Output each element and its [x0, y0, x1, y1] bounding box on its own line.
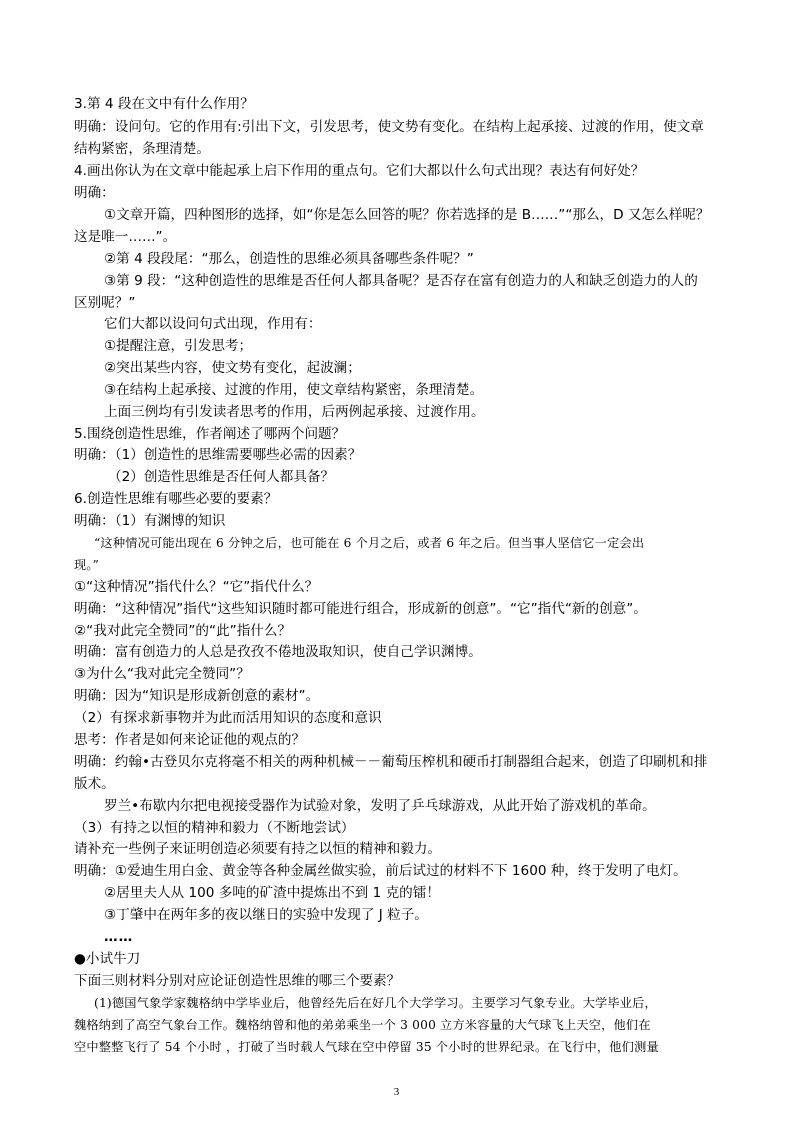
section-heading: （3）有持之以恒的精神和毅力（不断地尝试）	[74, 820, 355, 836]
section-heading: （2）有探求新事物并为此而活用知识的态度和意识	[74, 710, 382, 726]
answer-text: ②居里夫人从 100 多吨的矿渣中提炼出不到 1 克的镭！	[104, 885, 440, 901]
answer-text: ①提醒注意，引发思考；	[104, 338, 253, 354]
ellipsis: ……	[104, 929, 134, 945]
answer-text: 上面三例均有引发读者思考的作用，后两例起承接、过渡作用。	[104, 404, 485, 420]
answer-text: 明确：约翰•古登贝尔克将毫不相关的两种机械－－葡萄压榨机和硬币打制器组合起来，创造了印刷机和排	[74, 754, 708, 770]
prompt-text: 请补充一些例子来证明创造必须要有持之以恒的精神和毅力。	[74, 841, 442, 857]
answer-text: ②第 4 段段尾：“那么，创造性的思维必须具备哪些条件呢？”	[104, 251, 474, 267]
question-5: 5.围绕创造性思维，作者阐述了哪两个问题？	[74, 426, 346, 442]
answer-text: 明确：（1）创造性的思维需要哪些必需的因素？	[74, 447, 362, 463]
answer-text: ②突出某些内容，使文势有变化，起波澜；	[104, 360, 361, 376]
answer-label: 明确：	[74, 185, 115, 201]
answer-text: 明确：“这种情况”指代“这些知识随时都可能进行组合，形成新的创意”。“它”指代“新的创意”。	[74, 601, 647, 617]
material-text: (1)德国气象学家魏格纳中学毕业后，他曾经先后在好几个大学学习。主要学习气象专业。大学毕业后，	[94, 996, 657, 1010]
answer-text: 区别呢？”	[74, 295, 136, 311]
answer-text: ③第 9 段：“这种创造性的思维是否任何人都具备呢？是否存在富有创造力的人和缺乏创造力的人的	[104, 273, 698, 289]
answer-text: 明确：（1）有渊博的知识	[74, 513, 226, 529]
question-3: 3.第 4 段在文中有什么作用？	[74, 96, 254, 112]
answer-text: ①文章开篇，四种图形的选择，如“你是怎么回答的呢？你若选择的是 B……”“那么，D 又怎么样呢？	[104, 207, 710, 223]
question-4: 4.画出你认为在文章中能起承上启下作用的重点句。它们大都以什么句式出现？表达有何好处？	[74, 163, 645, 179]
answer-text: 它们大都以设问句式出现，作用有：	[104, 316, 322, 332]
material-text: 空中整整飞行了 54 个小时 ，打破了当时载人气球在空中停留 35 个小时的世界纪录。在飞行中，他们测量	[74, 1040, 659, 1054]
practice-heading: ●小试牛刀	[74, 951, 141, 967]
answer-text: 明确：设问句。它的作用有:引出下文，引发思考，使文势有变化。在结构上起承接、过渡的作用，使文章	[74, 119, 704, 135]
answer-text: 明确：富有创造力的人总是孜孜不倦地汲取知识，使自己学识渊博。	[74, 644, 482, 660]
answer-text: ③在结构上起承接、过渡的作用，使文章结构紧密，条理清楚。	[104, 382, 484, 398]
material-text: 魏格纳到了高空气象台工作。魏格纳曾和他的弟弟乘坐一个 3 000 立方米容量的大气球飞上天空，他们在	[74, 1018, 651, 1032]
sub-question: ③为什么“我对此完全赞同”？	[74, 666, 250, 682]
answer-text: 明确：①爱迪生用白金、黄金等各种金属丝做实验，前后试过的材料不下 1600 种，终于发明了电灯。	[74, 863, 687, 879]
sub-question: ①“这种情况”指代什么？“它”指代什么？	[74, 579, 319, 595]
answer-text: （2）创造性思维是否任何人都具备？	[108, 469, 335, 485]
answer-text: 罗兰•布歇内尔把电视接受器作为试验对象，发明了乒乓球游戏，从此开始了游戏机的革命。	[104, 798, 656, 814]
practice-question: 下面三则材料分别对应论证创造性思维的哪三个要素？	[74, 973, 401, 989]
think-question: 思考：作者是如何来论证他的观点的？	[74, 732, 306, 748]
answer-text: 明确：因为“知识是形成新创意的素材”。	[74, 688, 320, 704]
sub-question: ②“我对此完全赞同”的“此”指什么？	[74, 623, 292, 639]
answer-text: ③丁肇中在两年多的夜以继日的实验中发现了 J 粒子。	[104, 907, 428, 923]
quotation-text: 现。”	[74, 558, 100, 572]
question-6: 6.创造性思维有哪些必要的要素？	[74, 491, 278, 507]
answer-text: 版术。	[74, 776, 115, 792]
quotation-text: “这种情况可能出现在 6 分钟之后，也可能在 6 个月之后，或者 6 年之后。但当事人坚信它一定会出	[94, 536, 645, 550]
page-number: 3	[393, 1086, 400, 1098]
answer-text: 结构紧密，条理清楚。	[74, 141, 210, 157]
answer-text: 这是唯一……”。	[74, 229, 177, 245]
